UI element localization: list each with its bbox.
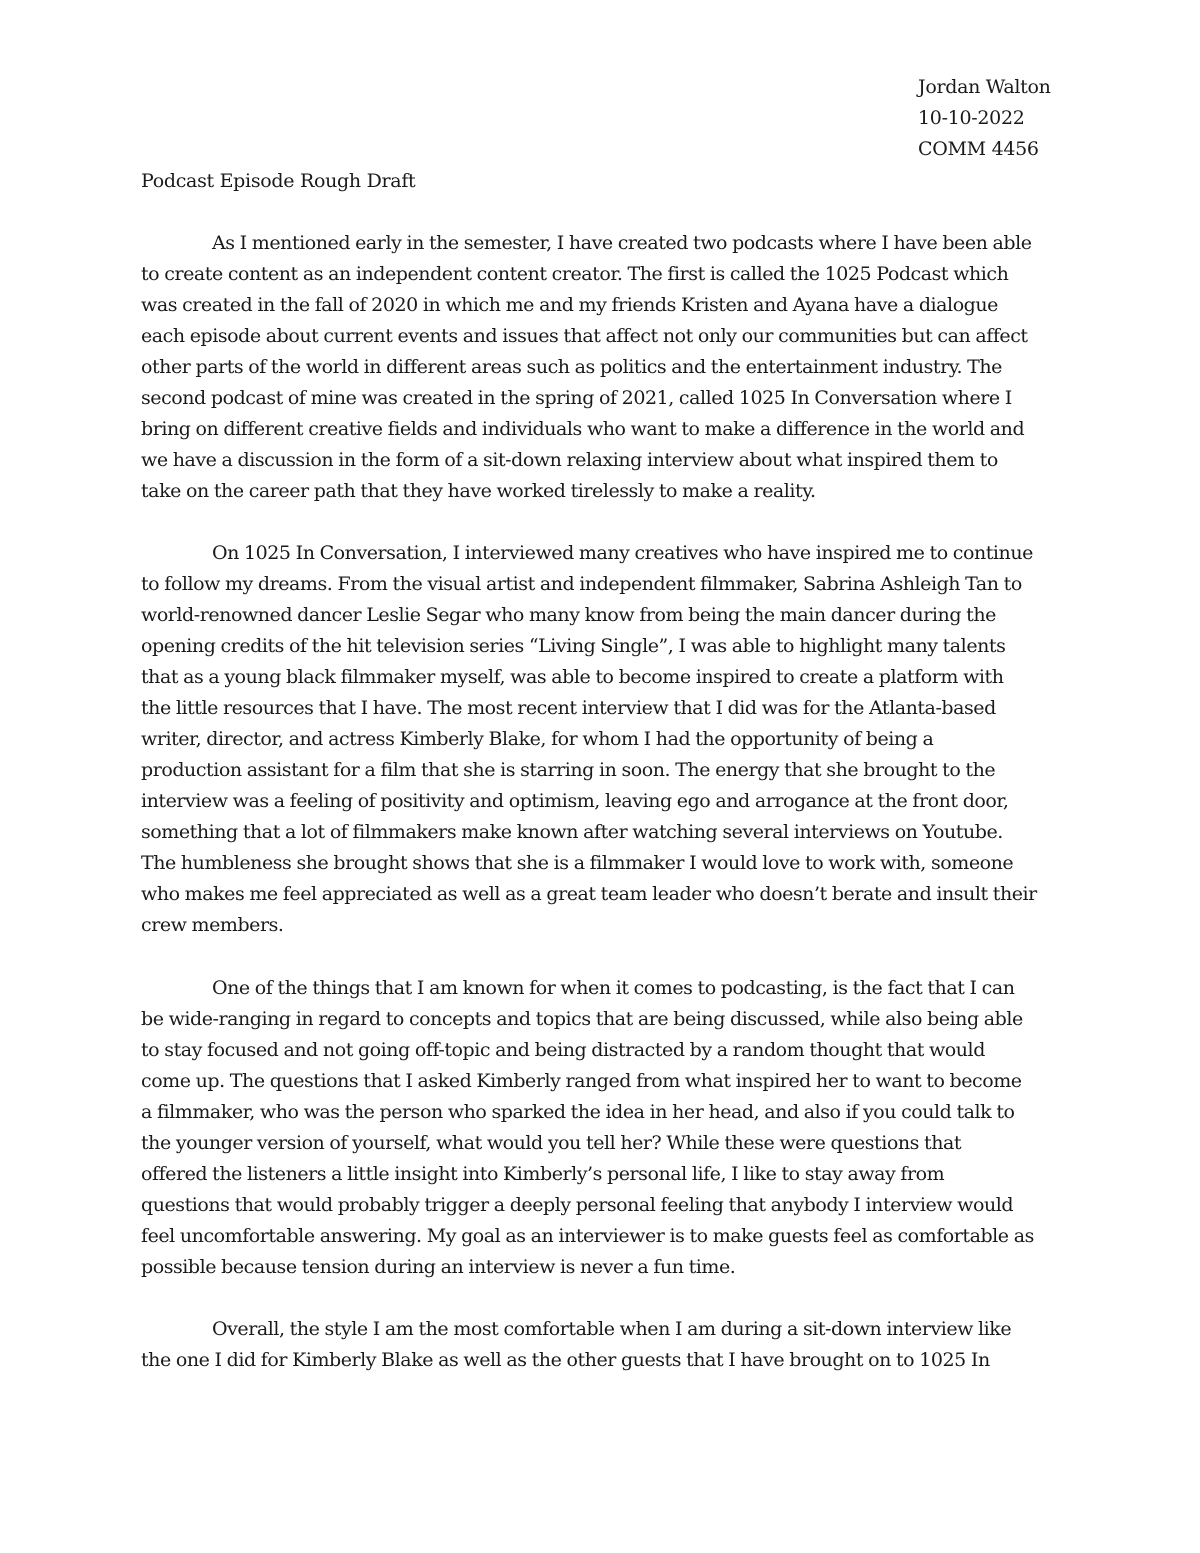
paragraph-4 <box>141 1314 1061 1376</box>
paragraph-line: opening credits of the hit television series “Living Single”, I was able to highlight many talents <box>141 635 1006 657</box>
document-title: Podcast Episode Rough Draft <box>141 170 416 192</box>
paragraph-line: who makes me feel appreciated as well as a great team leader who doesn’t berate and insult their <box>141 883 1037 905</box>
paragraph-line: we have a discussion in the form of a sit-down relaxing interview about what inspired them to <box>141 449 998 471</box>
paragraph-line: the one I did for Kimberly Blake as well as the other guests that I have brought on to 1025 In <box>141 1349 990 1371</box>
paragraph-line: the younger version of yourself, what would you tell her? While these were questions that <box>141 1132 962 1154</box>
paragraph-line: One of the things that I am known for when it comes to podcasting, is the fact that I can <box>212 977 1015 999</box>
paragraph-line: come up. The questions that I asked Kimberly ranged from what inspired her to want to become <box>141 1070 1022 1092</box>
author-name: Jordan Walton <box>918 76 1051 98</box>
paragraph-line: to create content as an independent content creator. The first is called the 1025 Podcast which <box>141 263 1009 285</box>
header-block <box>918 72 1051 165</box>
paragraph-line: Overall, the style I am the most comfortable when I am during a sit-down interview like <box>212 1318 1012 1340</box>
paragraph-line: second podcast of mine was created in the spring of 2021, called 1025 In Conversation where I <box>141 387 1012 409</box>
paragraph-line: interview was a feeling of positivity and optimism, leaving ego and arrogance at the front door, <box>141 790 1009 812</box>
paragraph-line: crew members. <box>141 914 284 936</box>
paragraph-3 <box>141 973 1061 1283</box>
paragraph-line: feel uncomfortable answering. My goal as an interviewer is to make guests feel as comfortable as <box>141 1225 1034 1247</box>
paragraph-line: world-renowned dancer Leslie Segar who many know from being the main dancer during the <box>141 604 996 626</box>
paragraph-line: bring on different creative fields and individuals who want to make a difference in the world and <box>141 418 1025 440</box>
paragraph-line: the little resources that I have. The most recent interview that I did was for the Atlanta-based <box>141 697 996 719</box>
document-date: 10-10-2022 <box>918 107 1025 129</box>
paragraph-line: The humbleness she brought shows that she is a filmmaker I would love to work with, someone <box>141 852 1014 874</box>
paragraph-line: each episode about current events and issues that affect not only our communities but can affect <box>141 325 1028 347</box>
paragraph-line: be wide-ranging in regard to concepts and topics that are being discussed, while also being able <box>141 1008 1023 1030</box>
paragraph-line: to follow my dreams. From the visual artist and independent filmmaker, Sabrina Ashleigh Tan to <box>141 573 1022 595</box>
paragraph-line: questions that would probably trigger a deeply personal feeling that anybody I interview would <box>141 1194 1014 1216</box>
course-code: COMM 4456 <box>918 138 1039 160</box>
paragraph-line: As I mentioned early in the semester, I have created two podcasts where I have been able <box>212 232 1032 254</box>
paragraph-line: something that a lot of filmmakers make known after watching several interviews on Youtube. <box>141 821 1003 843</box>
paragraph-line: that as a young black filmmaker myself, was able to become inspired to create a platform with <box>141 666 1004 688</box>
paragraph-line: offered the listeners a little insight into Kimberly’s personal life, I like to stay away from <box>141 1163 945 1185</box>
paragraph-2 <box>141 538 1061 941</box>
paragraph-line: to stay focused and not going off-topic and being distracted by a random thought that would <box>141 1039 985 1061</box>
paragraph-line: writer, director, and actress Kimberly Blake, for whom I had the opportunity of being a <box>141 728 934 750</box>
paragraph-line: production assistant for a film that she is starring in soon. The energy that she brought to the <box>141 759 996 781</box>
paragraph-line: other parts of the world in different areas such as politics and the entertainment industry. The <box>141 356 1002 378</box>
paragraph-line: a filmmaker, who was the person who sparked the idea in her head, and also if you could talk to <box>141 1101 1015 1123</box>
paragraph-line: On 1025 In Conversation, I interviewed many creatives who have inspired me to continue <box>212 542 1033 564</box>
paragraph-1 <box>141 228 1061 507</box>
paragraph-line: possible because tension during an interview is never a fun time. <box>141 1256 736 1278</box>
paragraph-line: take on the career path that they have worked tirelessly to make a reality. <box>141 480 816 502</box>
paragraph-line: was created in the fall of 2020 in which me and my friends Kristen and Ayana have a dialogue <box>141 294 998 316</box>
